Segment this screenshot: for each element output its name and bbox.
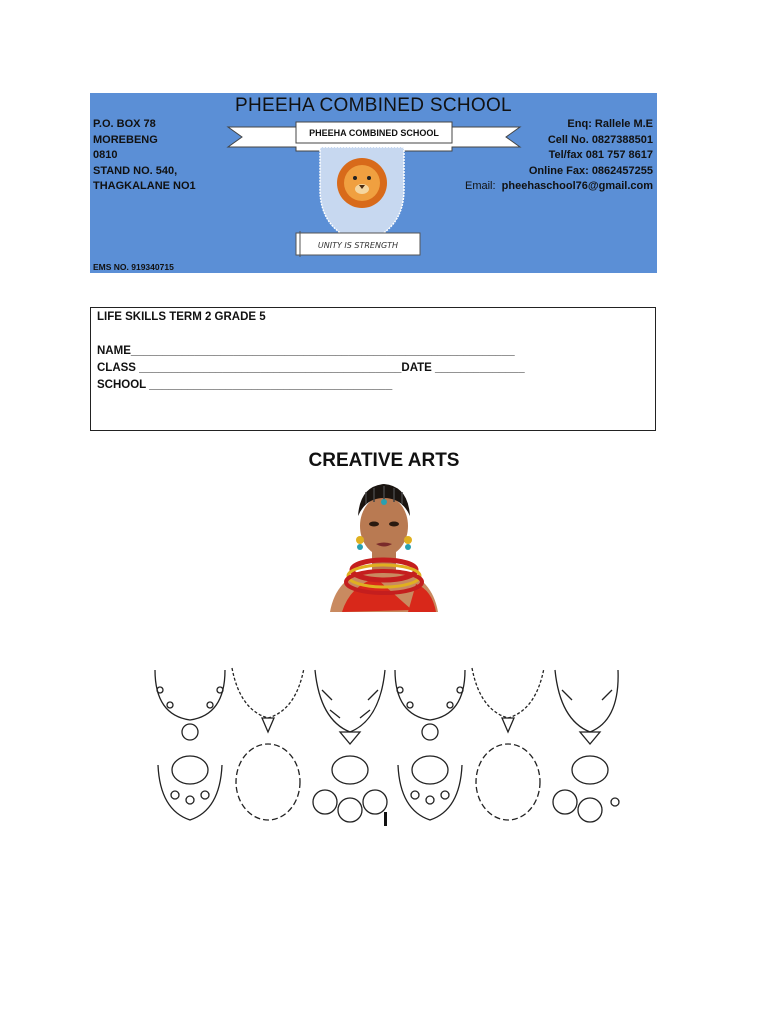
learner-info-box: [90, 307, 656, 431]
necklace-top-6: [555, 670, 618, 744]
text-cursor: [384, 812, 387, 826]
class-date-field[interactable]: CLASS _________________________________________DATE ______________: [97, 362, 525, 374]
necklace-top-1: [155, 670, 225, 740]
address-line: THAGKALANE NO1: [93, 180, 196, 192]
email-row: [465, 179, 653, 195]
name-field[interactable]: NAME____________________________________________________________: [97, 345, 515, 357]
necklace-top-2: [232, 668, 304, 732]
enquiries-text: Enq: Rallele M.E: [567, 118, 653, 130]
necklace-bottom-1: [158, 756, 222, 820]
section-title: CREATIVE ARTS: [308, 450, 460, 471]
school-letterhead: [90, 93, 657, 273]
woman-portrait-illustration: [316, 478, 452, 612]
necklace-bottom-4: [398, 756, 462, 820]
school-field[interactable]: SCHOOL ______________________________________: [97, 379, 393, 391]
online-fax-number: Online Fax: 0862457255: [528, 164, 653, 177]
address-line: P.O. BOX 78: [93, 118, 156, 130]
lion-crest-icon: [337, 158, 387, 208]
necklace-top-4: [395, 670, 465, 740]
motto-text: UNITY IS STRENGTH: [317, 241, 399, 250]
address-line: STAND NO. 540,: [93, 164, 178, 177]
banner-text: PHEEHA COMBINED SCHOOL: [309, 128, 439, 138]
necklaces-illustration: [150, 660, 620, 830]
email-label: Email:: [464, 180, 496, 192]
necklace-top-3: [315, 670, 385, 744]
school-title: PHEEHA COMBINED SCHOOL: [235, 95, 512, 116]
postal-address: [93, 117, 196, 195]
necklace-bottom-6: [553, 756, 619, 822]
necklace-bottom-2: [236, 744, 300, 820]
necklace-top-5: [472, 668, 544, 732]
ems-number: EMS NO. 919340715: [93, 262, 174, 272]
necklace-bottom-5: [476, 744, 540, 820]
worksheet-heading: LIFE SKILLS TERM 2 GRADE 5: [97, 311, 266, 323]
cell-number: Cell No. 0827388501: [547, 133, 653, 146]
telfax-number: Tel/fax 081 757 8617: [548, 149, 653, 161]
address-line: MOREBENG: [93, 133, 158, 146]
necklace-bottom-3: [313, 756, 387, 822]
contact-details: [465, 117, 653, 195]
address-line: 0810: [93, 149, 118, 161]
email-address: pheehaschool76@gmail.com: [501, 180, 653, 192]
